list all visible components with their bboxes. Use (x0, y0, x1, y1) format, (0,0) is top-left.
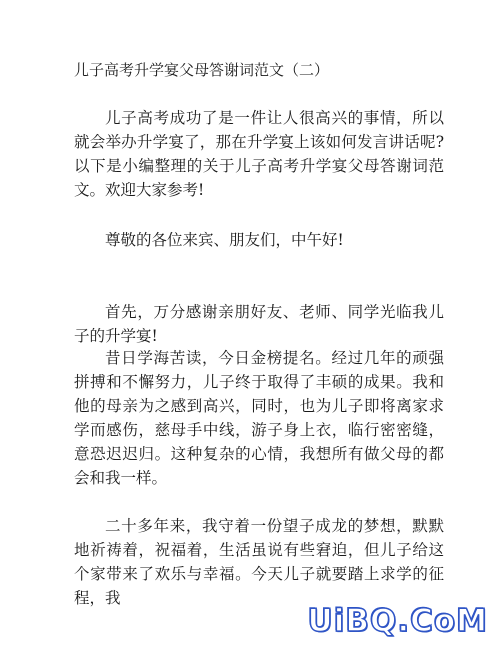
paragraph-greeting: 尊敬的各位来宾、朋友们，中午好! (105, 231, 344, 249)
paragraph-intro: 儿子高考成功了是一件让人很高兴的事情，所以就会举办升学宴了，那在升学宴上该如何发言讲话呢?以下是小编整理的关于儿子高考升学宴父母答谢词范文。欢迎大家参考! (74, 109, 444, 199)
paragraph-reflection: 二十多年来，我守着一份望子成龙的梦想，默默地祈祷着，祝福着，生活虽说有些窘迫，但儿子给这个家带来了欢乐与幸福。今天儿子就要踏上求学的征程，我 (74, 517, 444, 607)
document-title: 儿子高考升学宴父母答谢词范文（二） (74, 61, 330, 79)
site-watermark-logo: UiBQ.CoM (307, 603, 488, 639)
paragraph-thanks: 首先，万分感谢亲朋好友、老师、同学光临我儿子的升学宴! (74, 303, 444, 345)
paragraph-achievement: 昔日学海苦读，今日金榜提名。经过几年的顽强拼搏和不懈努力，儿子终于取得了丰硕的成果。我和他的母亲为之感到高兴，同时，也为儿子即将离家求学而感伤，慈母手中线，游子身上衣，临行密密缝，意恐迟迟归。这种复杂的心情，我想所有做父母的都会和我一样。 (74, 349, 444, 487)
